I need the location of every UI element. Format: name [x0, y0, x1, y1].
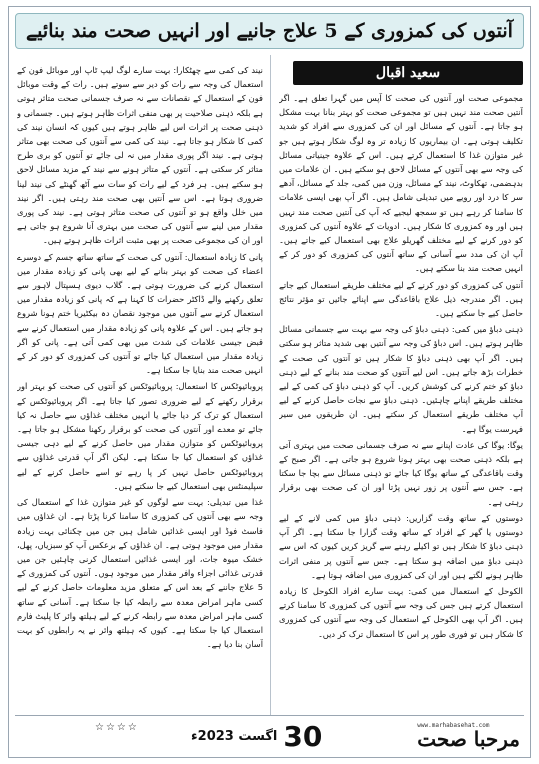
- paragraph: آنتوں کی کمزوری کو دور کرنے کے لیے مختلف طریقے استعمال کیے جاتے ہیں۔ اگر مندرجہ ذیل علاج باقاعدگی سے اپنائے جائیں تو مؤثر نتائج حاصل کیے جا سکتے ہیں۔: [279, 279, 523, 319]
- paragraph: غذا میں تبدیلی: بہت سے لوگوں کو غیر متوازن غذا کے استعمال کی وجہ سے بھی آنتوں کی کمزوری کا سامنا کرنا پڑتا ہے۔ ان غذاؤں میں فاسٹ فوڈ اور ایسی غذائیں شامل ہیں جن میں چکنائی بہت زیادہ مقدار میں موجود ہوتی ہے۔ ان غذاؤں کے برعکس آپ کو سبزیاں، پھل، خشک میوہ جات، اور ایسی غذائیں استعمال کرنی چاہئیں جن میں قدرتی غذائی اجزاء وافر مقدار میں موجود ہوں۔ آنتوں کی کمزوری کے 5 علاج جاننے کے بعد اس کے متعلق مزید معلومات حاصل کرنے کے لیے کسی ماہر امراض معدہ سے رابطہ کیا جا سکتا ہے۔ آسانی کے ساتھ کسی ماہر امراض معدہ سے رابطہ کرنے کے لیے ہیلتھ وائر کا پلیٹ فارم استعمال کیا جا سکتا ہے۔ کیوں کہ ہیلتھ وائر نے یہ رابطوں کو بہت آسان بنا دیا ہے۔: [17, 497, 263, 650]
- author-byline: سعید اقبال: [293, 61, 523, 85]
- paragraph: مجموعی صحت اور آنتوں کی صحت کا آپس میں گہرا تعلق ہے۔ اگر آنتیں صحت مند نہیں ہیں تو مجموعی صحت کو بہتر بنانا بہت مشکل ہو جاتا ہے۔ آنتوں کے مسائل اور ان کی کمزوری سے افراد کو شدید تکلیف ہوتی ہے۔ ان بیماریوں کا زیادہ تر وہ لوگ شکار ہوتے ہیں جو غیر متوازن غذا کا استعمال کرتے ہیں۔ اس کے علاوہ جینیاتی مسائل کی وجہ سے بھی آنتوں کے مسائل لاحق ہو سکتے ہیں۔ ان علامات میں بدہضمی، تھکاوٹ، نیند کے مسائل، وزن میں کمی، جلد کے مسائل، آدھے سر کا درد اور رویے میں تبدیلی شامل ہیں۔ اگر آپ بھی ایسی علامات کا سامنا کر رہے ہیں تو سمجھ لیجیے کہ آپ کی آنتیں صحت مند نہیں ہیں اور وہ کمزوری کا شکار ہیں۔ ادویات کے علاوہ آنتوں کی کمزوری کو دور کرنے کے لیے مختلف گھریلو علاج بھی استعمال کیے جاتے ہیں۔ آپ ان کی مدد سے آسانی کے ساتھ آنتوں کی کمزوری کو دور کر کے انہیں صحت مند بنا سکتے ہیں۔: [279, 93, 523, 274]
- left-column: [17, 63, 263, 713]
- footer-rule: [15, 715, 524, 716]
- paragraph: پانی کا زیادہ استعمال: آنتوں کی صحت کے ساتھ ساتھ جسم کے دوسرے اعضاء کی صحت کو بہتر بنانے کے لیے بھی پانی کو زیادہ مقدار میں استعمال کرنے کی ضرورت ہوتی ہے۔ گلاب دیوی ہسپتال لاہور سے تعلق رکھنے والے ڈاکٹر حضرات کا کہنا ہے کہ پانی کو زیادہ مقدار میں استعمال کرنے سے آنتوں میں موجود نقصان دہ بیکٹیریا ختم ہونا شروع ہو جاتے ہیں۔ اس کے علاوہ پانی کو زیادہ مقدار میں استعمال کرنے سے قبض جیسی علامات کی شدت میں بھی کمی آتی ہے۔ پانی کو اگر زیادہ مقدار میں استعمال کیا جائے تو آنتوں کی کمزوری کو دور کر کے انہیں صحت مند بنایا جا سکتا ہے۔: [17, 251, 263, 376]
- paragraph: ذہنی دباؤ میں کمی: ذہنی دباؤ کی وجہ سے بہت سے جسمانی مسائل ظاہر ہوتے ہیں۔ اس دباؤ کی وجہ سے آنتیں بھی شدید متاثر ہو سکتی ہیں۔ اگر آپ بھی ذہنی دباؤ کا شکار ہیں تو آنتوں کی صحت کے خطرات بڑھ جاتے ہیں۔ اس لیے آنتوں کو صحت مند بنانے کے لیے ذہنی دباؤ کو ختم کرنے کی کوشش کریں۔ آپ کو ذہنی دباؤ کی کمی کے لیے مختلف طریقے اپنانے چاہئیں۔ ذہنی دباؤ سے نجات حاصل کرنے کے لیے آپ مختلف طریقے استعمال کر سکتے ہیں۔ ان طریقوں میں سیر فہرست یوگا ہے۔: [279, 324, 523, 434]
- issue-date: اگست 2023ء: [191, 728, 278, 744]
- page-number: 30: [283, 719, 323, 753]
- paragraph: دوستوں کے ساتھ وقت گزاریں: ذہنی دباؤ میں کمی لانے کے لیے دوستوں یا گھر کے افراد کے ساتھ وقت گزارا جا سکتا ہے۔ اگر آپ ذہنی دباؤ کا شکار ہیں تو اکیلے رہنے سے گریز کریں کیوں کہ اس سے ذہنی دباؤ میں اضافہ ہو سکتا ہے۔ جس سے آنتوں پر منفی اثرات ظاہر ہونے لگتے ہیں اور ان کی کمزوری میں اضافہ ہوتا ہے۔: [279, 512, 523, 580]
- paragraph: نیند کی کمی سے چھٹکارا: بہت سارے لوگ لیپ ٹاپ اور موبائل فون کے استعمال کی وجہ سے رات کو دیر سے سوتے ہیں۔ رات کے وقت موبائل فون کے استعمال کے نقصانات سے نہ صرف جسمانی صحت متاثر ہوتی ہے بلکہ ذہنی صلاحیت پر بھی منفی اثرات ظاہر ہوتے ہیں۔ جسمانی و ذہنی صحت پر اثرات اس لیے ظاہر ہوتے ہیں کیوں کہ انسان نیند کی کمی کا شکار ہو جاتا ہے۔ نیند کی کمی سے آنتوں کی صحت بھی متاثر ہوتی ہے۔ نیند اگر پوری مقدار میں نہ لی جائے تو آنتوں کو بری طرح متاثر کر سکتی ہے۔ آنتوں کے متاثر ہونے سے نیند کے مزید مسائل لاحق ہو سکتے ہیں۔ ہر فرد کے لیے رات کو سات سے آٹھ گھنٹے کی نیند لینا ضروری ہوتا ہے۔ اس سے آنتیں بھی صحت مند رہتی ہیں۔ اگر نیند میں خلل واقع ہو تو آنتوں کی صحت متاثر ہوتی ہے۔ نیند کی پوری مقدار میں لینے سے آنتوں کی صحت میں بہتری آنا شروع ہو جاتی ہے اور ان کی مجموعی صحت پر بھی مثبت اثرات ظاہر ہوتے ہیں۔: [17, 65, 263, 246]
- magazine-brand: [417, 723, 520, 749]
- paragraph: یوگا: یوگا کی عادت اپنانے سے نہ صرف جسمانی صحت میں بہتری آتی ہے بلکہ ذہنی صحت بھی بہتر ہونا شروع ہو جاتی ہے۔ اگر صبح کے وقت باقاعدگی کے ساتھ یوگا کیا جائے تو ذہنی مسائل سے بچا جا سکتا ہے۔ جس سے آنتوں پر زور نہیں پڑتا اور ان کی صحت بھی برقرار رہتی ہے۔: [279, 439, 523, 507]
- end-stars: ☆☆☆☆: [95, 722, 139, 733]
- magazine-page: [8, 6, 531, 758]
- page-footer: [15, 719, 524, 753]
- paragraph: پروبائیوٹکس کا استعمال: پروبائیوٹکس کو آنتوں کی صحت کو بہتر اور برقرار رکھنے کے لیے ضروری تصور کیا جاتا ہے۔ اگر پروبائیوٹکس کے استعمال کو ترک کر دیا جائے یا انہیں مختلف غذاؤں سے حاصل نہ کیا جائے تو معدے اور آنتوں کی صحت کو برقرار رکھنا مشکل ہو جاتا ہے۔ پروبائیوٹکس کو متوازن مقدار میں حاصل کرنے کے لیے دہی جیسی غذاؤں کو استعمال کیا جا سکتا ہے۔ لیکن اگر آپ قدرتی غذاؤں سے پروبائیوٹکس حاصل نہیں کر پا رہے تو اسے حاصل کرنے کے لیے سپلیمنٹس بھی استعمال کیے جا سکتے ہیں۔: [17, 381, 263, 491]
- brand-logo: مرحبا صحت: [417, 727, 520, 751]
- right-column: [279, 91, 523, 711]
- brand-url: www.marhabasehat.com: [417, 722, 490, 729]
- article-headline: آنتوں کی کمزوری کے 5 علاج جانیے اور انہیں صحت مند بنائیے: [15, 13, 524, 49]
- paragraph: الکوحل کے استعمال میں کمی: بہت سارے افراد الکوحل کا زیادہ استعمال کرتے ہیں جس کی وجہ سے آنتوں کی کمزوری کا سامنا کرتے ہیں۔ اگر آپ بھی الکوحل کے استعمال کی وجہ سے آنتوں کی کمزوری کا شکار ہیں تو فوری طور پر اس کا استعمال ترک کر دیں۔: [279, 585, 523, 639]
- column-divider: [270, 55, 271, 715]
- page-info: [191, 720, 322, 753]
